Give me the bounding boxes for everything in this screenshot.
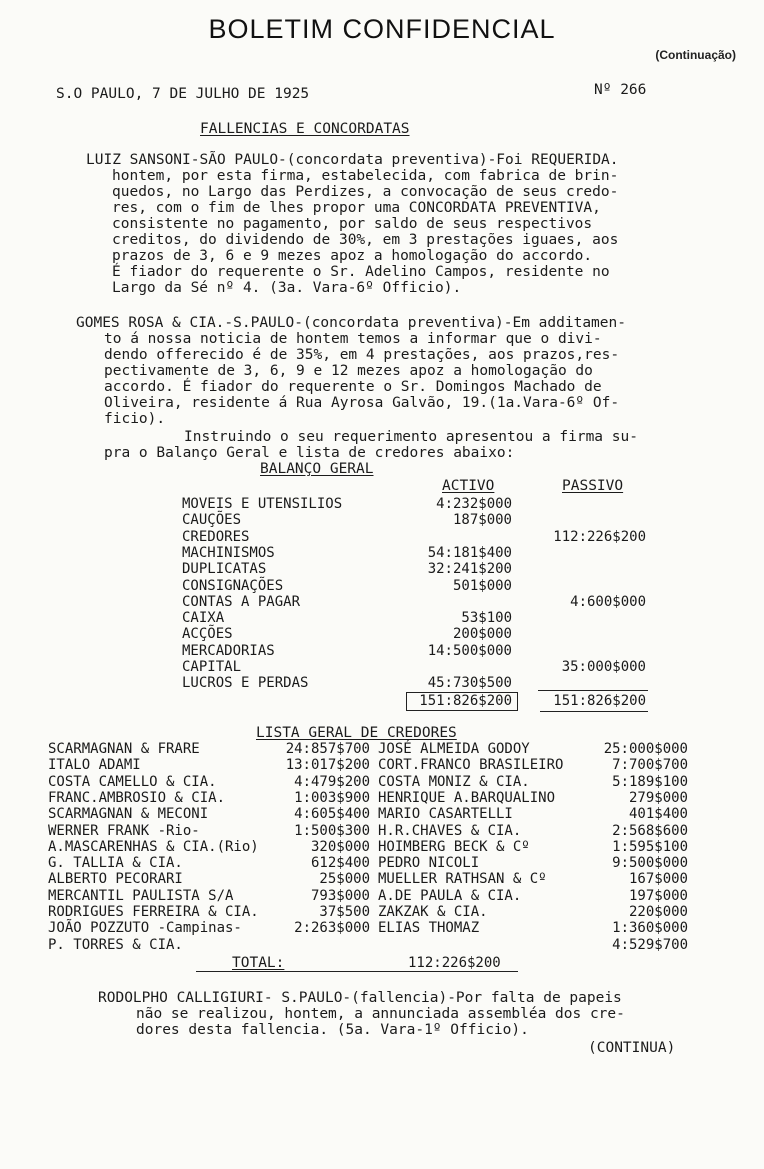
creditor-amount: 401$400: [628, 806, 688, 822]
balance-label: MACHINISMOS: [182, 545, 275, 561]
creditor-amount: 2:263$000: [294, 920, 370, 936]
balance-label: CONTAS A PAGAR: [182, 594, 301, 610]
creditor-amount: 1:595$100: [612, 839, 688, 855]
dateline: S.O PAULO, 7 DE JULHO DE 1925: [56, 86, 310, 102]
balance-label: CAUÇÕES: [182, 512, 242, 528]
creditor-amount: 25:000$000: [603, 741, 688, 757]
creditor-name: HOIMBERG BECK & Cº: [378, 839, 530, 855]
balance-activo: 45:730$500: [427, 675, 512, 691]
balance-activo: 32:241$200: [427, 561, 512, 577]
creditor-amount: 793$000: [310, 888, 370, 904]
entry-line: ficio).: [104, 411, 166, 427]
balance-activo: 4:232$000: [436, 496, 512, 512]
passivo-total-underline: [540, 711, 648, 712]
entry-line: pectivamente de 3, 6, 9 e 12 mezes apoz a homologação do: [104, 363, 593, 379]
section-title: FALLENCIAS E CONCORDATAS: [200, 121, 410, 137]
creditor-amount: 7:700$700: [612, 757, 688, 773]
creditor-amount: 5:189$100: [612, 774, 688, 790]
entry-line: Oliveira, residente á Rua Ayrosa Galvão, 19.(1a.Vara-6º Of-: [104, 395, 620, 411]
balance-title: BALANÇO GERAL: [260, 461, 374, 477]
balance-label: CONSIGNAÇÕES: [182, 578, 284, 594]
creditors-title: LISTA GERAL DE CREDORES: [256, 725, 457, 741]
creditor-name: HENRIQUE A.BARQUALINO: [378, 790, 556, 806]
creditor-name: CORT.FRANCO BRASILEIRO: [378, 757, 564, 773]
entry-line: dendo offerecido é de 35%, em 4 prestações, aos prazos,res-: [104, 347, 620, 363]
entry-line: dores desta fallencia. (5a. Vara-1º Officio).: [136, 1022, 529, 1038]
creditor-amount: 1:500$300: [294, 823, 370, 839]
creditor-amount: 1:003$900: [294, 790, 370, 806]
creditor-amount: 320$000: [310, 839, 370, 855]
entry-line: res, com o fim de lhes propor uma CONCORDATA PREVENTIVA,: [112, 200, 601, 216]
creditor-name: P. TORRES & CIA.: [48, 937, 183, 953]
creditor-amount: 9:500$000: [612, 855, 688, 871]
balance-activo: 187$000: [452, 512, 512, 528]
creditors-total-rule: [196, 971, 518, 972]
entry-line: consistente no pagamento, por saldo de seus respectivos: [112, 216, 593, 232]
entry-line: Instruindo o seu requerimento apresentou a firma su-: [184, 429, 638, 445]
creditor-name: MERCANTIL PAULISTA S/A: [48, 888, 234, 904]
creditor-name: COSTA MONIZ & CIA.: [378, 774, 530, 790]
entry-line: GOMES ROSA & CIA.-S.PAULO-(concordata preventiva)-Em additamen-: [76, 315, 626, 331]
creditor-name: ELIAS THOMAZ: [378, 920, 480, 936]
creditor-name: PEDRO NICOLI: [378, 855, 480, 871]
passivo-header: PASSIVO: [562, 478, 624, 494]
balance-activo: 501$000: [452, 578, 512, 594]
creditors-total-value: 112:226$200: [408, 955, 501, 971]
balance-label: MERCADORIAS: [182, 643, 275, 659]
balance-label: CAPITAL: [182, 659, 242, 675]
entry-line: Largo da Sé nº 4. (3a. Vara-6º Officio).: [112, 280, 462, 296]
creditor-name: FRANC.AMBROSIO & CIA.: [48, 790, 226, 806]
continua-note: (CONTINUA): [588, 1040, 676, 1056]
creditor-amount: 25$000: [319, 871, 370, 887]
bulletin-number: Nº 266: [594, 82, 647, 98]
entry-line: LUIZ SANSONI-SÃO PAULO-(concordata preventiva)-Foi REQUERIDA.: [86, 152, 619, 168]
balance-passivo: 35:000$000: [561, 659, 646, 675]
creditor-amount: 197$000: [628, 888, 688, 904]
passivo-total-rule: [538, 690, 648, 691]
creditor-amount: 612$400: [310, 855, 370, 871]
entry-line: prazos de 3, 6 e 9 mezes apoz a homologação do accordo.: [112, 248, 593, 264]
balance-activo: 54:181$400: [427, 545, 512, 561]
creditor-name: ALBERTO PECORARI: [48, 871, 183, 887]
creditor-amount: 220$000: [628, 904, 688, 920]
balance-label: CREDORES: [182, 529, 250, 545]
entry-line: RODOLPHO CALLIGIURI- S.PAULO-(fallencia)-Por falta de papeis: [98, 990, 622, 1006]
balance-activo: 200$000: [452, 626, 512, 642]
balance-activo: 14:500$000: [427, 643, 512, 659]
entry-line: pra o Balanço Geral e lista de credores abaixo:: [104, 445, 515, 461]
creditor-name: H.R.CHAVES & CIA.: [378, 823, 522, 839]
creditor-amount: 4:479$200: [294, 774, 370, 790]
passivo-total: 151:826$200: [553, 693, 646, 709]
creditor-amount: 279$000: [628, 790, 688, 806]
creditor-name: ITALO ADAMI: [48, 757, 141, 773]
balance-label: ACÇÕES: [182, 626, 233, 642]
creditor-amount: 2:568$600: [612, 823, 688, 839]
entry-line: não se realizou, hontem, a annunciada assembléa dos cre-: [136, 1006, 625, 1022]
creditor-name: G. TALLIA & CIA.: [48, 855, 183, 871]
creditor-name: SCARMAGNAN & MECONI: [48, 806, 209, 822]
balance-activo: 53$100: [461, 610, 512, 626]
balance-passivo: 4:600$000: [570, 594, 646, 610]
entry-line: creditos, do dividendo de 30%, em 3 prestações iguaes, aos: [112, 232, 619, 248]
entry-line: hontem, por esta firma, estabelecida, com fabrica de brin-: [112, 168, 619, 184]
creditor-name: JOSÉ ALMEIDA GODOY: [378, 741, 530, 757]
creditor-name: WERNER FRANK -Rio-: [48, 823, 200, 839]
balance-label: DUPLICATAS: [182, 561, 267, 577]
creditor-amount: 24:857$700: [285, 741, 370, 757]
creditor-amount: 167$000: [628, 871, 688, 887]
entry-line: accordo. É fiador do requerente o Sr. Domingos Machado de: [104, 379, 602, 395]
balance-label: LUCROS E PERDAS: [182, 675, 309, 691]
creditor-name: COSTA CAMELLO & CIA.: [48, 774, 217, 790]
creditor-name: A.DE PAULA & CIA.: [378, 888, 522, 904]
creditor-amount: 4:529$700: [612, 937, 688, 953]
entry-line: to á nossa noticia de hontem temos a informar que o divi-: [104, 331, 602, 347]
bulletin-title: BOLETIM CONFIDENCIAL: [208, 14, 556, 44]
creditor-amount: 13:017$200: [285, 757, 370, 773]
creditor-name: MUELLER RATHSAN & Cº: [378, 871, 547, 887]
creditor-name: A.MASCARENHAS & CIA.(Rio): [48, 839, 259, 855]
continuation-note: (Continuação): [655, 48, 736, 62]
balance-passivo: 112:226$200: [553, 529, 646, 545]
creditor-name: ZAKZAK & CIA.: [378, 904, 488, 920]
balance-label: MOVEIS E UTENSILIOS: [182, 496, 343, 512]
creditor-name: RODRIGUES FERREIRA & CIA.: [48, 904, 259, 920]
activo-total: 151:826$200: [419, 693, 512, 709]
activo-header: ACTIVO: [442, 478, 495, 494]
creditor-amount: 4:605$400: [294, 806, 370, 822]
entry-line: É fiador do requerente o Sr. Adelino Campos, residente no: [112, 264, 610, 280]
balance-label: CAIXA: [182, 610, 225, 626]
creditor-name: JOÃO POZZUTO -Campinas-: [48, 920, 242, 936]
creditor-name: SCARMAGNAN & FRARE: [48, 741, 200, 757]
creditor-name: MARIO CASARTELLI: [378, 806, 513, 822]
creditor-amount: 37$500: [319, 904, 370, 920]
creditors-total-label: TOTAL:: [232, 955, 285, 971]
creditor-amount: 1:360$000: [612, 920, 688, 936]
entry-line: quedos, no Largo das Perdizes, a convocação de seus credo-: [112, 184, 619, 200]
